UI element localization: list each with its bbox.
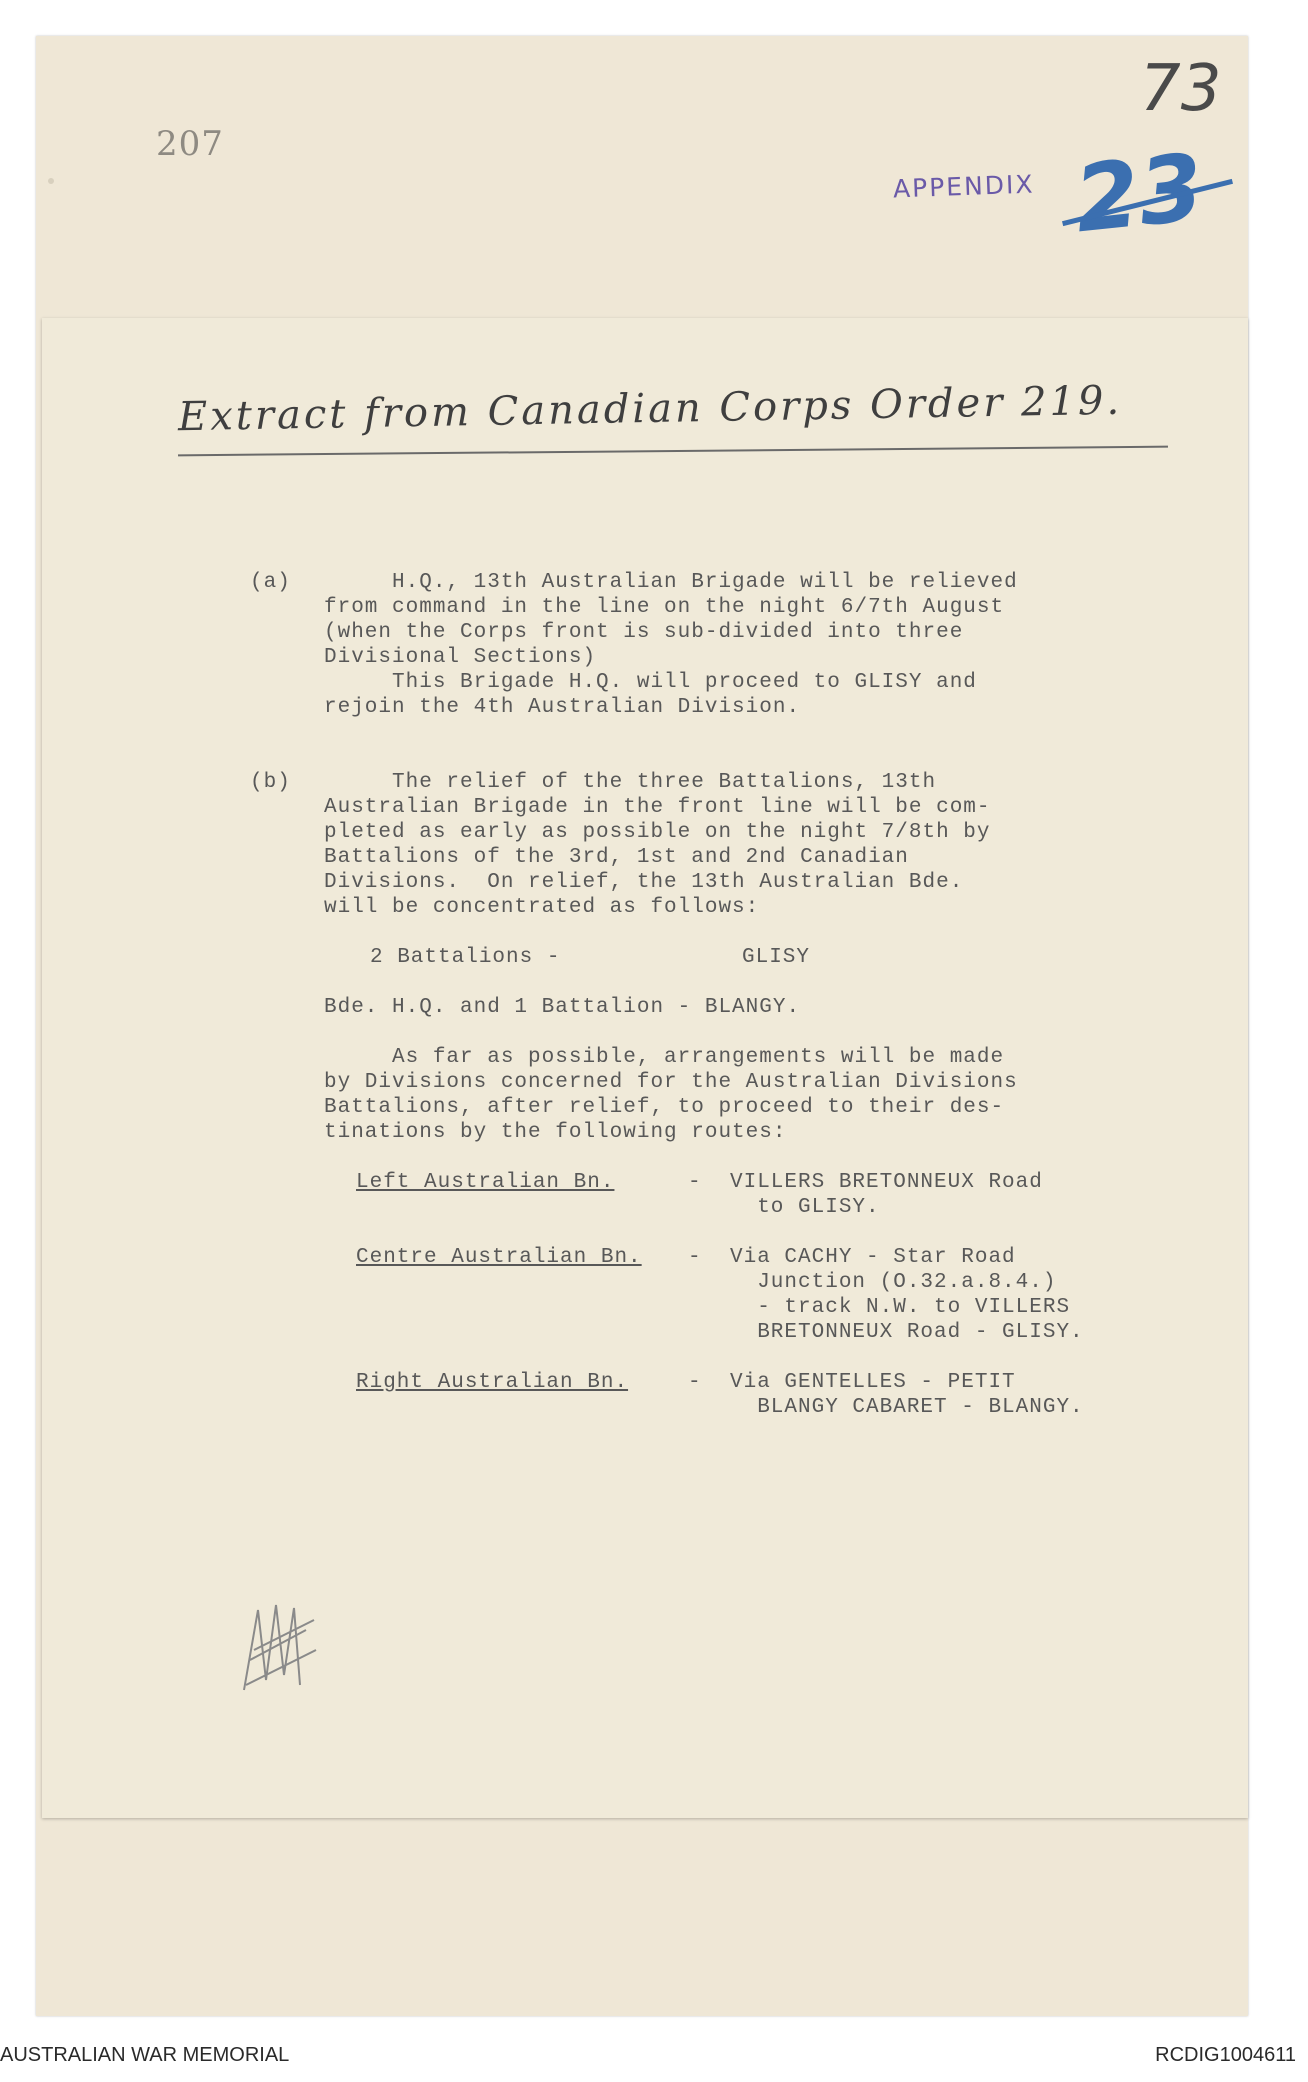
route-line: Via GENTELLES - PETIT [730,1371,1016,1394]
route-line: BRETONNEUX Road - GLISY. [730,1321,1084,1344]
route-line: - track N.W. to VILLERS [730,1296,1071,1319]
para-a-line: from command in the line on the night 6/7th August [324,596,1005,619]
footer-left: AUSTRALIAN WAR MEMORIAL [0,2044,290,2066]
para-b-line: Australian Brigade in the front line will be com- [324,796,991,819]
route-line: Via CACHY - Star Road [730,1246,1016,1269]
appendix-number: 23 [1069,133,1209,254]
arrangements-line: As far as possible, arrangements will be made [324,1046,1005,1069]
para-b-line: The relief of the three Battalions, 13th [324,771,937,794]
para-a-label: (a) [250,571,291,594]
para-b-line: pleted as early as possible on the night 7/8th by [324,821,991,844]
route-dash: - [688,1371,702,1394]
route-unit-centre: Centre Australian Bn. [356,1246,642,1269]
concentration-place: GLISY [742,946,811,969]
route-line: VILLERS BRETONNEUX Road [730,1171,1043,1194]
appendix-stamp: APPENDIX [892,169,1035,204]
para-b-line: Battalions of the 3rd, 1st and 2nd Canadian [324,846,909,869]
arrangements-line: Battalions, after relief, to proceed to their des- [324,1096,1005,1119]
folio-number: 73 [1140,52,1222,126]
concentration-unit: Bde. H.Q. and 1 Battalion - BLANGY. [324,996,801,1019]
arrangements-line: tinations by the following routes: [324,1121,787,1144]
route-line: Junction (O.32.a.8.4.) [730,1271,1057,1294]
concentration-unit: 2 Battalions - [370,946,561,969]
route-dash: - [688,1171,702,1194]
route-unit-right: Right Australian Bn. [356,1371,629,1394]
para-a-line: (when the Corps front is sub-divided into three [324,621,964,644]
para-a-line: rejoin the 4th Australian Division. [324,696,801,719]
initials-signature [236,1590,326,1700]
para-a-line: This Brigade H.Q. will proceed to GLISY and [324,671,977,694]
punch-hole [48,178,54,184]
para-a-line: Divisional Sections) [324,646,597,669]
route-unit-left: Left Australian Bn. [356,1171,615,1194]
handwritten-heading: Extract from Canadian Corps Order 219. [177,377,1123,441]
para-a-line: H.Q., 13th Australian Brigade will be relieved [324,571,1018,594]
footer-right: RCDIG1004611 [1155,2044,1296,2066]
para-b-line: will be concentrated as follows: [324,896,760,919]
para-b-line: Divisions. On relief, the 13th Australian Bde. [324,871,964,894]
route-line: BLANGY CABARET - BLANGY. [730,1396,1084,1419]
page-number-stamp: 207 [156,124,224,164]
route-dash: - [688,1246,702,1269]
arrangements-line: by Divisions concerned for the Australian Divisions [324,1071,1018,1094]
para-b-label: (b) [250,771,291,794]
route-line: to GLISY. [730,1196,880,1219]
